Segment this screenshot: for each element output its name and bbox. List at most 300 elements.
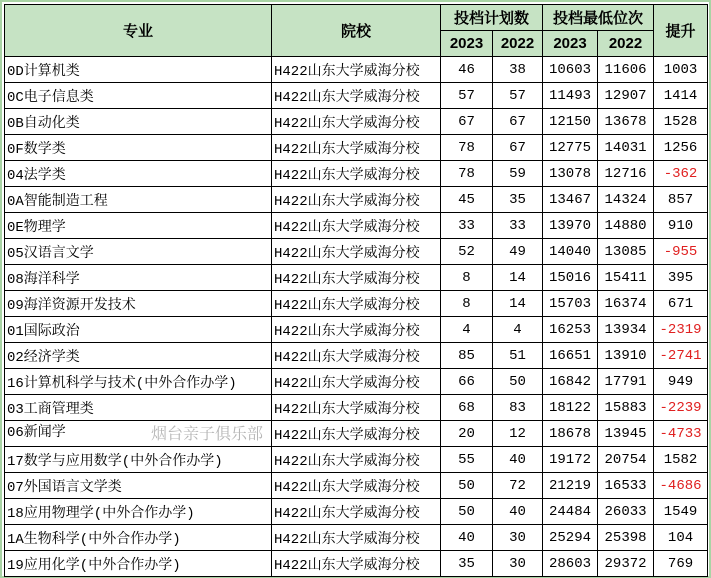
cell-rank-2022-text: 13945 xyxy=(604,425,647,442)
cell-rise-text: -2741 xyxy=(659,347,702,364)
table-row xyxy=(5,317,708,343)
cell-plan-2022-text: 51 xyxy=(509,347,526,364)
cell-plan-2023 xyxy=(441,265,493,291)
cell-plan-2022-text: 40 xyxy=(509,451,526,468)
cell-major xyxy=(5,447,272,473)
cell-plan-2022-text: 38 xyxy=(509,61,526,78)
cell-rank-2023-text: 28603 xyxy=(549,555,592,572)
cell-major-text: 0D计算机类 xyxy=(7,63,80,80)
cell-plan-2022-text: 40 xyxy=(509,503,526,520)
cell-rank-2022 xyxy=(598,343,654,369)
cell-plan-2022 xyxy=(493,343,543,369)
cell-plan-2022 xyxy=(493,291,543,317)
cell-school-text: H422山东大学威海分校 xyxy=(274,141,420,158)
cell-rank-2023-text: 19172 xyxy=(549,451,592,468)
cell-rise-text: 1582 xyxy=(663,451,698,468)
cell-rank-2022-text: 17791 xyxy=(604,373,647,390)
cell-plan-2022 xyxy=(493,135,543,161)
cell-rank-2022 xyxy=(598,317,654,343)
cell-plan-2023 xyxy=(441,83,493,109)
cell-plan-2023-text: 35 xyxy=(458,555,475,572)
cell-school-text: H422山东大学威海分校 xyxy=(274,401,420,418)
cell-rank-2022 xyxy=(598,135,654,161)
cell-school xyxy=(272,239,441,265)
cell-rise-text: 1256 xyxy=(663,139,698,156)
cell-school xyxy=(272,473,441,499)
cell-plan-2023-text: 33 xyxy=(458,217,475,234)
cell-plan-2023 xyxy=(441,317,493,343)
cell-school xyxy=(272,421,441,447)
cell-rank-2023 xyxy=(543,135,598,161)
admission-table xyxy=(4,4,708,577)
cell-school-text: H422山东大学威海分校 xyxy=(274,505,420,522)
cell-plan-2023-text: 45 xyxy=(458,191,475,208)
cell-school-text: H422山东大学威海分校 xyxy=(274,89,420,106)
cell-rise-text: -2239 xyxy=(659,399,702,416)
cell-rank-2023 xyxy=(543,83,598,109)
cell-major-text: 1A生物科学(中外合作办学) xyxy=(7,531,181,548)
header-plan: 投档计划数 xyxy=(441,5,543,31)
cell-rank-2022-text: 13678 xyxy=(604,113,647,130)
cell-plan-2022 xyxy=(493,447,543,473)
cell-plan-2022 xyxy=(493,187,543,213)
cell-rank-2023-text: 15703 xyxy=(549,295,592,312)
cell-major xyxy=(5,57,272,83)
header-rank-2023: 2023 xyxy=(543,31,598,57)
cell-rise xyxy=(654,187,708,213)
cell-rank-2023-text: 21219 xyxy=(549,477,592,494)
cell-major xyxy=(5,187,272,213)
table-row xyxy=(5,473,708,499)
cell-major-text: 0F数学类 xyxy=(7,141,66,158)
cell-major-text: 07外国语言文学类 xyxy=(7,479,122,496)
cell-plan-2023 xyxy=(441,421,493,447)
cell-plan-2023-text: 78 xyxy=(458,165,475,182)
cell-major-text: 09海洋资源开发技术 xyxy=(7,297,136,314)
cell-plan-2022 xyxy=(493,369,543,395)
cell-major xyxy=(5,343,272,369)
cell-rank-2022 xyxy=(598,161,654,187)
cell-plan-2023 xyxy=(441,499,493,525)
table-row xyxy=(5,239,708,265)
cell-major-text: 03工商管理类 xyxy=(7,401,94,418)
cell-school-text: H422山东大学威海分校 xyxy=(274,323,420,340)
cell-rank-2022-text: 14031 xyxy=(604,139,647,156)
cell-plan-2022 xyxy=(493,239,543,265)
cell-plan-2022-text: 50 xyxy=(509,373,526,390)
cell-plan-2023-text: 8 xyxy=(462,295,471,312)
cell-rank-2022 xyxy=(598,109,654,135)
cell-rank-2023-text: 10603 xyxy=(549,61,592,78)
cell-rank-2022-text: 29372 xyxy=(604,555,647,572)
cell-major xyxy=(5,83,272,109)
cell-school xyxy=(272,265,441,291)
cell-plan-2023-text: 8 xyxy=(462,269,471,286)
cell-rise xyxy=(654,239,708,265)
cell-rise xyxy=(654,109,708,135)
cell-plan-2022 xyxy=(493,213,543,239)
cell-rise xyxy=(654,265,708,291)
cell-major-text: 19应用化学(中外合作办学) xyxy=(7,557,181,574)
cell-plan-2023 xyxy=(441,447,493,473)
cell-plan-2022-text: 33 xyxy=(509,217,526,234)
cell-plan-2022 xyxy=(493,473,543,499)
cell-rank-2022 xyxy=(598,265,654,291)
cell-rank-2022 xyxy=(598,187,654,213)
cell-plan-2023 xyxy=(441,187,493,213)
cell-school xyxy=(272,317,441,343)
cell-school-text: H422山东大学威海分校 xyxy=(274,115,420,132)
cell-rise-text: 769 xyxy=(667,555,694,572)
cell-rank-2022 xyxy=(598,57,654,83)
cell-rank-2023-text: 16253 xyxy=(549,321,592,338)
cell-rank-2022-text: 12716 xyxy=(604,165,647,182)
cell-plan-2023 xyxy=(441,291,493,317)
table-row xyxy=(5,551,708,577)
table-row xyxy=(5,369,708,395)
cell-major xyxy=(5,135,272,161)
cell-plan-2022 xyxy=(493,421,543,447)
cell-plan-2022 xyxy=(493,57,543,83)
cell-rise xyxy=(654,525,708,551)
cell-rise-text: -2319 xyxy=(659,321,702,338)
cell-rank-2022 xyxy=(598,369,654,395)
cell-major-text: 08海洋科学 xyxy=(7,271,80,288)
cell-plan-2023 xyxy=(441,369,493,395)
cell-rank-2022 xyxy=(598,525,654,551)
table-row xyxy=(5,447,708,473)
cell-rank-2023 xyxy=(543,369,598,395)
cell-major xyxy=(5,265,272,291)
cell-school-text: H422山东大学威海分校 xyxy=(274,167,420,184)
cell-rise-text: -4686 xyxy=(659,477,702,494)
cell-major xyxy=(5,473,272,499)
cell-rise xyxy=(654,57,708,83)
cell-major-text: 0E物理学 xyxy=(7,219,66,236)
cell-plan-2022 xyxy=(493,83,543,109)
cell-school-text: H422山东大学威海分校 xyxy=(274,427,420,444)
cell-school xyxy=(272,343,441,369)
table-row xyxy=(5,213,708,239)
table-row xyxy=(5,265,708,291)
cell-plan-2022-text: 14 xyxy=(509,269,526,286)
cell-major-text: 16计算机科学与技术(中外合作办学) xyxy=(7,375,237,392)
cell-rank-2022-text: 14880 xyxy=(604,217,647,234)
cell-rank-2022-text: 16374 xyxy=(604,295,647,312)
cell-rank-2022 xyxy=(598,499,654,525)
cell-school xyxy=(272,135,441,161)
cell-rank-2023 xyxy=(543,525,598,551)
cell-rise-text: 395 xyxy=(667,269,694,286)
cell-school-text: H422山东大学威海分校 xyxy=(274,193,420,210)
table-row xyxy=(5,161,708,187)
cell-rank-2023 xyxy=(543,499,598,525)
cell-school xyxy=(272,291,441,317)
cell-rank-2023 xyxy=(543,291,598,317)
cell-school-text: H422山东大学威海分校 xyxy=(274,349,420,366)
cell-plan-2023-text: 50 xyxy=(458,503,475,520)
header-rise: 提升 xyxy=(654,5,708,57)
cell-rank-2022-text: 20754 xyxy=(604,451,647,468)
cell-plan-2022 xyxy=(493,395,543,421)
cell-plan-2023-text: 4 xyxy=(462,321,471,338)
cell-plan-2022-text: 72 xyxy=(509,477,526,494)
cell-plan-2023 xyxy=(441,57,493,83)
cell-plan-2023 xyxy=(441,395,493,421)
cell-major-text: 17数学与应用数学(中外合作办学) xyxy=(7,453,223,470)
cell-major xyxy=(5,499,272,525)
cell-major xyxy=(5,395,272,421)
cell-plan-2023-text: 78 xyxy=(458,139,475,156)
cell-rise-text: 857 xyxy=(667,191,694,208)
cell-rise-text: 949 xyxy=(667,373,694,390)
table-row xyxy=(5,109,708,135)
cell-major xyxy=(5,161,272,187)
cell-rise xyxy=(654,291,708,317)
cell-rise-text: 104 xyxy=(667,529,694,546)
cell-plan-2023-text: 20 xyxy=(458,425,475,442)
cell-plan-2022 xyxy=(493,109,543,135)
cell-rank-2023-text: 16651 xyxy=(549,347,592,364)
cell-rank-2022-text: 13934 xyxy=(604,321,647,338)
cell-rise-text: -955 xyxy=(663,243,698,260)
cell-rank-2023 xyxy=(543,317,598,343)
cell-plan-2023-text: 52 xyxy=(458,243,475,260)
cell-rank-2022 xyxy=(598,473,654,499)
cell-plan-2023-text: 85 xyxy=(458,347,475,364)
cell-plan-2023 xyxy=(441,525,493,551)
cell-rank-2023-text: 25294 xyxy=(549,529,592,546)
cell-major-text: 0C电子信息类 xyxy=(7,89,94,106)
cell-major xyxy=(5,525,272,551)
cell-rank-2022 xyxy=(598,291,654,317)
table-row xyxy=(5,83,708,109)
cell-rank-2023 xyxy=(543,343,598,369)
cell-rise xyxy=(654,499,708,525)
cell-plan-2022-text: 59 xyxy=(509,165,526,182)
cell-plan-2023-text: 46 xyxy=(458,61,475,78)
cell-plan-2022-text: 30 xyxy=(509,555,526,572)
cell-rank-2022 xyxy=(598,213,654,239)
cell-rank-2023 xyxy=(543,239,598,265)
cell-rank-2022-text: 13910 xyxy=(604,347,647,364)
cell-school-text: H422山东大学威海分校 xyxy=(274,375,420,392)
cell-rise-text: 1528 xyxy=(663,113,698,130)
cell-rank-2023-text: 11493 xyxy=(549,87,592,104)
cell-school-text: H422山东大学威海分校 xyxy=(274,219,420,236)
cell-school xyxy=(272,499,441,525)
cell-plan-2022-text: 67 xyxy=(509,139,526,156)
cell-rank-2022-text: 13085 xyxy=(604,243,647,260)
cell-major xyxy=(5,239,272,265)
table-row xyxy=(5,525,708,551)
cell-school-text: H422山东大学威海分校 xyxy=(274,479,420,496)
cell-school xyxy=(272,551,441,577)
cell-rise xyxy=(654,421,708,447)
cell-plan-2023 xyxy=(441,135,493,161)
header-school: 院校 xyxy=(272,5,441,57)
cell-rise xyxy=(654,213,708,239)
cell-rank-2022-text: 12907 xyxy=(604,87,647,104)
cell-rise xyxy=(654,369,708,395)
cell-rank-2023 xyxy=(543,161,598,187)
cell-major xyxy=(5,369,272,395)
cell-plan-2022 xyxy=(493,551,543,577)
cell-rise-text: 1549 xyxy=(663,503,698,520)
cell-rank-2022-text: 16533 xyxy=(604,477,647,494)
cell-school-text: H422山东大学威海分校 xyxy=(274,531,420,548)
cell-rise xyxy=(654,395,708,421)
cell-plan-2023-text: 68 xyxy=(458,399,475,416)
cell-rank-2023-text: 13078 xyxy=(549,165,592,182)
cell-school xyxy=(272,213,441,239)
cell-rise xyxy=(654,317,708,343)
cell-school xyxy=(272,395,441,421)
cell-rank-2023 xyxy=(543,265,598,291)
cell-school-text: H422山东大学威海分校 xyxy=(274,245,420,262)
cell-plan-2022-text: 67 xyxy=(509,113,526,130)
cell-school xyxy=(272,525,441,551)
header-plan-2023: 2023 xyxy=(441,31,493,57)
cell-rank-2022 xyxy=(598,395,654,421)
cell-rise xyxy=(654,447,708,473)
cell-plan-2023-text: 66 xyxy=(458,373,475,390)
cell-rank-2022 xyxy=(598,551,654,577)
cell-rank-2023-text: 13970 xyxy=(549,217,592,234)
cell-rank-2023-text: 12775 xyxy=(549,139,592,156)
cell-rise xyxy=(654,473,708,499)
cell-rank-2023 xyxy=(543,187,598,213)
cell-rank-2022-text: 25398 xyxy=(604,529,647,546)
cell-rank-2023-text: 24484 xyxy=(549,503,592,520)
table-row xyxy=(5,57,708,83)
table-row xyxy=(5,291,708,317)
cell-rank-2023 xyxy=(543,57,598,83)
cell-rank-2023-text: 13467 xyxy=(549,191,592,208)
cell-rank-2023-text: 18122 xyxy=(549,399,592,416)
cell-plan-2023 xyxy=(441,343,493,369)
table-row xyxy=(5,395,708,421)
cell-rank-2023 xyxy=(543,447,598,473)
cell-rise-text: 910 xyxy=(667,217,694,234)
cell-major xyxy=(5,421,272,447)
cell-rank-2022-text: 15883 xyxy=(604,399,647,416)
cell-plan-2023-text: 55 xyxy=(458,451,475,468)
cell-school xyxy=(272,447,441,473)
cell-school-text: H422山东大学威海分校 xyxy=(274,297,420,314)
cell-rise-text: -362 xyxy=(663,165,698,182)
cell-rank-2022-text: 15411 xyxy=(604,269,647,286)
table-row xyxy=(5,421,708,447)
cell-plan-2023-text: 67 xyxy=(458,113,475,130)
cell-major xyxy=(5,213,272,239)
cell-major-text: 0A智能制造工程 xyxy=(7,193,108,210)
cell-rank-2023 xyxy=(543,421,598,447)
header-rank-2022: 2022 xyxy=(598,31,654,57)
cell-major-text: 18应用物理学(中外合作办学) xyxy=(7,505,195,522)
cell-rise xyxy=(654,83,708,109)
cell-plan-2023-text: 40 xyxy=(458,529,475,546)
cell-plan-2022 xyxy=(493,499,543,525)
cell-major-text: 06新闻学 xyxy=(7,425,66,441)
cell-rise-text: 1003 xyxy=(663,61,698,78)
cell-school-text: H422山东大学威海分校 xyxy=(274,557,420,574)
cell-rank-2023-text: 15016 xyxy=(549,269,592,286)
cell-rank-2023-text: 18678 xyxy=(549,425,592,442)
cell-plan-2022-text: 30 xyxy=(509,529,526,546)
cell-rank-2023-text: 12150 xyxy=(549,113,592,130)
cell-rise-text: 1414 xyxy=(663,87,698,104)
cell-rise-text: 671 xyxy=(667,295,694,312)
cell-rise xyxy=(654,135,708,161)
cell-plan-2022-text: 57 xyxy=(509,87,526,104)
cell-major xyxy=(5,317,272,343)
cell-major xyxy=(5,109,272,135)
cell-plan-2022-text: 14 xyxy=(509,295,526,312)
cell-rank-2023 xyxy=(543,473,598,499)
cell-school xyxy=(272,187,441,213)
watermark: 烟台亲子俱乐部 xyxy=(150,424,263,443)
header-rank: 投档最低位次 xyxy=(543,5,654,31)
cell-plan-2022 xyxy=(493,161,543,187)
cell-rank-2023 xyxy=(543,395,598,421)
cell-plan-2023 xyxy=(441,473,493,499)
cell-plan-2023-text: 57 xyxy=(458,87,475,104)
cell-rank-2022-text: 14324 xyxy=(604,191,647,208)
cell-major-text: 01国际政治 xyxy=(7,323,80,340)
cell-plan-2022-text: 12 xyxy=(509,425,526,442)
table-row xyxy=(5,499,708,525)
cell-plan-2022 xyxy=(493,317,543,343)
cell-plan-2023 xyxy=(441,213,493,239)
cell-plan-2023-text: 50 xyxy=(458,477,475,494)
cell-rise-text: -4733 xyxy=(659,425,702,442)
cell-plan-2023 xyxy=(441,161,493,187)
cell-rise xyxy=(654,161,708,187)
cell-major-text: 04法学类 xyxy=(7,167,66,184)
cell-major xyxy=(5,291,272,317)
cell-school xyxy=(272,161,441,187)
table-row xyxy=(5,343,708,369)
cell-plan-2022-text: 49 xyxy=(509,243,526,260)
cell-rank-2023 xyxy=(543,109,598,135)
cell-rank-2022-text: 26033 xyxy=(604,503,647,520)
cell-rank-2023 xyxy=(543,213,598,239)
cell-rank-2022 xyxy=(598,421,654,447)
cell-rank-2023 xyxy=(543,551,598,577)
cell-major-text: 05汉语言文学 xyxy=(7,245,94,262)
cell-plan-2023 xyxy=(441,551,493,577)
cell-plan-2022-text: 83 xyxy=(509,399,526,416)
cell-school-text: H422山东大学威海分校 xyxy=(274,63,420,80)
cell-plan-2022 xyxy=(493,265,543,291)
cell-school xyxy=(272,369,441,395)
cell-rise xyxy=(654,343,708,369)
cell-plan-2022-text: 4 xyxy=(513,321,522,338)
cell-school-text: H422山东大学威海分校 xyxy=(274,453,420,470)
cell-major-text: 0B自动化类 xyxy=(7,115,80,132)
table-row xyxy=(5,135,708,161)
cell-school-text: H422山东大学威海分校 xyxy=(274,271,420,288)
cell-rank-2023-text: 16842 xyxy=(549,373,592,390)
cell-rank-2022 xyxy=(598,83,654,109)
header-plan-2022: 2022 xyxy=(493,31,543,57)
cell-school xyxy=(272,57,441,83)
cell-plan-2023 xyxy=(441,239,493,265)
cell-rank-2023-text: 14040 xyxy=(549,243,592,260)
cell-plan-2022-text: 35 xyxy=(509,191,526,208)
cell-rank-2022 xyxy=(598,239,654,265)
